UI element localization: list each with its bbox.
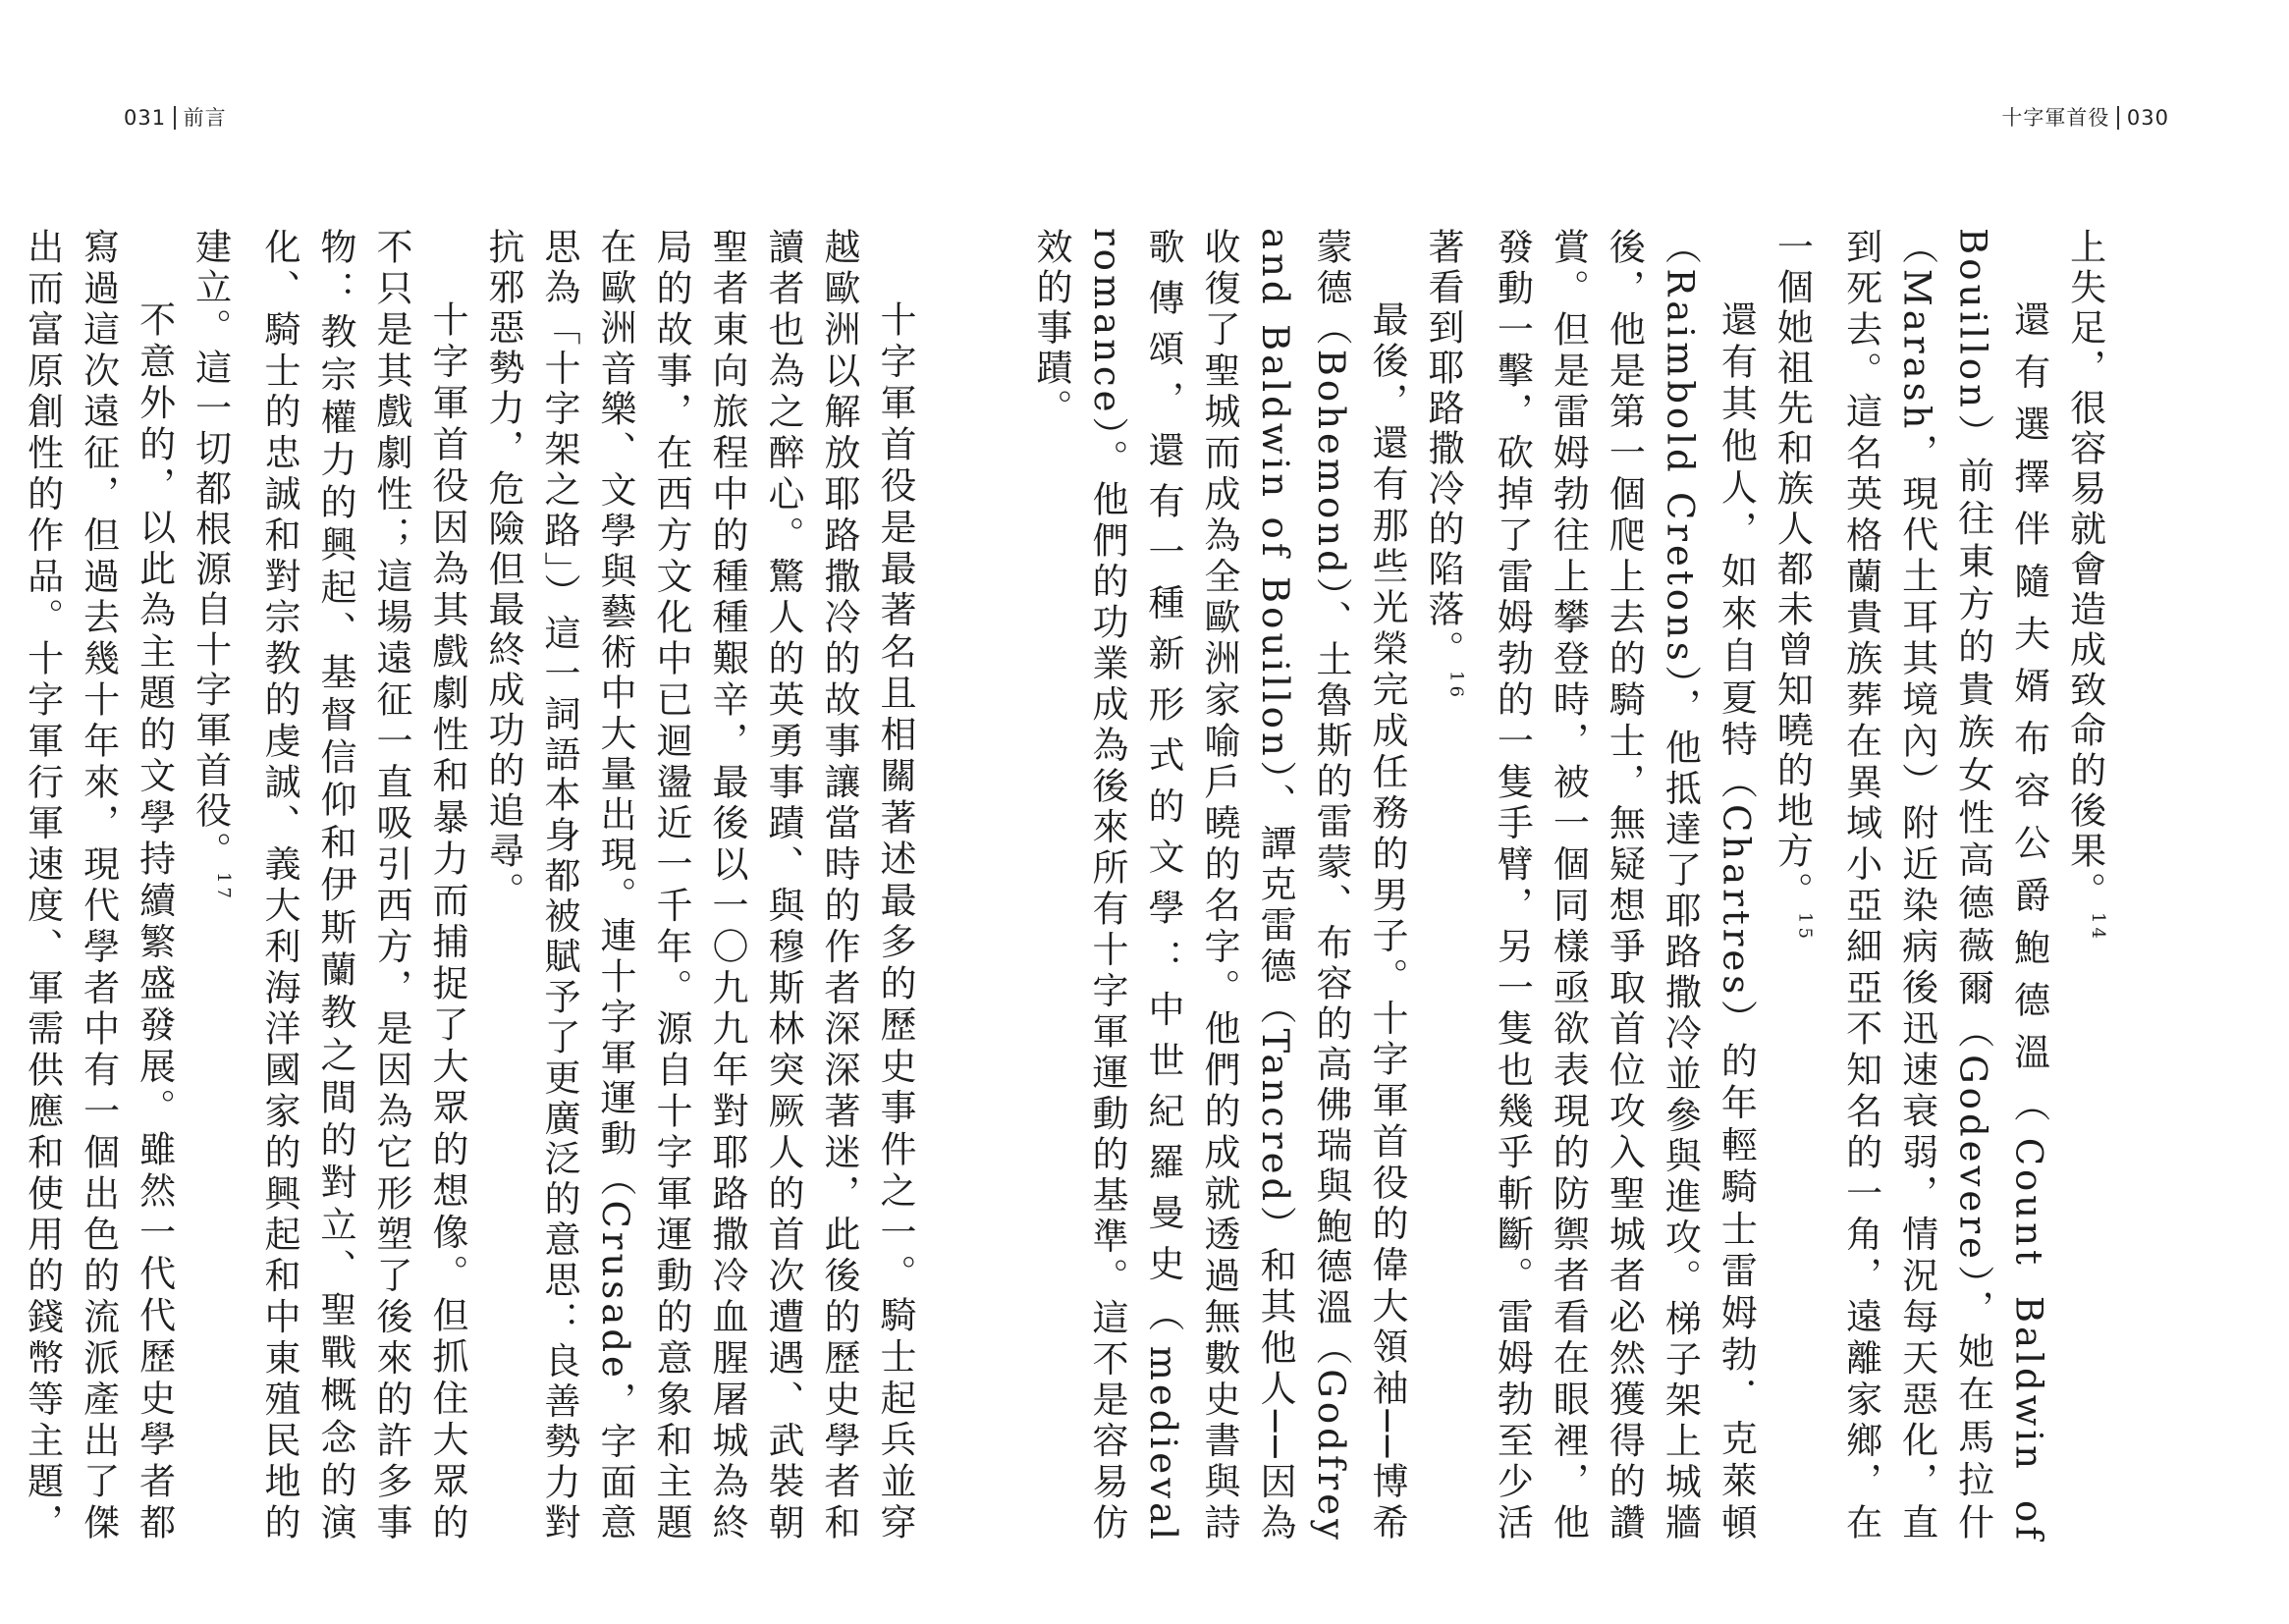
paragraph-text: 還有其他人，如來自夏特（Chartres）的年輕騎士雷姆勃．克萊頓（Raimbold Cretons），他抵達了耶路撒冷並參與進攻。梯子架上城牆後，他是第一個爬上去的騎士，無疑想爭取首位攻入聖城者必然獲得的讚賞。但是雷姆勃往上攀登時，被一個同樣亟欲表現的防禦者看在眼裡，他發動一擊，砍掉了雷姆勃的一隻手臂，另一隻也幾乎斬斷。雷姆勃至少活著看到耶路撒冷的陷落。	[1422, 228, 1758, 1543]
paragraph-text: 十字軍首役因為其戲劇性和暴力而捕捉了大眾的想像。但抓住大眾的不只是其戲劇性；這場遠征一直吸引西方，是因為它形塑了後來的許多事物：教宗權力的興起、基督信仰和伊斯蘭教之間的對立、聖戰概念的演化、騎士的忠誠和對宗教的虔誠、義大利海洋國家的興起和中東殖民地的建立。這一切都根源自十字軍首役。	[189, 228, 468, 1543]
paragraph	[2057, 228, 2126, 1543]
footnote-marker: 16	[1445, 671, 1467, 701]
paragraph	[1415, 228, 1764, 1543]
paragraph-text: 最後，還有那些光榮完成任務的男子。十字軍首役的偉大領袖──博希蒙德（Bohemond）、土魯斯的雷蒙、布容的高佛瑞與鮑德溫（Godfrey and Baldwin of Bouillon）、譚克雷德（Tancred）和其他人──因為收復了聖城而成為全歐洲家喻戶曉的名字。他們的成就透過無數史書與詩歌傳頌，還有一種新形式的文學：中世紀羅曼史（medieval romance）。他們的功業成為後來所有十字軍運動的基準。這不是容易仿效的事蹟。	[1030, 228, 1409, 1543]
paragraph-text: 上失足，很容易就會造成致命的後果。	[2063, 228, 2106, 912]
paragraph-text: 還有選擇伴隨夫婿布容公爵鮑德溫（Count Baldwin of Bouillon）前往東方的貴族女性高德薇爾（Godevere），她在馬拉什（Marash，現代土耳其境內）附近染病後迅速衰弱，情況每天惡化，直到死去。這名英格蘭貴族葬在異域小亞細亞不知名的一角，遠離家鄉，在一個她祖先和族人都未曾知曉的地方。	[1771, 228, 2050, 1543]
footnote-marker: 14	[2088, 912, 2108, 943]
right-page-number: 030	[2126, 106, 2169, 130]
header-divider	[2117, 106, 2119, 130]
header-divider	[174, 106, 176, 130]
left-running-head	[124, 102, 227, 132]
paragraph	[183, 228, 475, 1543]
left-page-body	[21, 228, 923, 1543]
right-running-head	[2001, 102, 2169, 132]
left-page-number: 031	[124, 106, 167, 130]
paragraph	[0, 228, 183, 1543]
footnote-marker: 15	[1794, 912, 1816, 943]
left-section-title: 前言	[183, 106, 227, 130]
paragraph	[1764, 228, 2056, 1543]
paragraph-text: 十字軍首役是最著名且相關著述最多的歷史事件之一。騎士起兵並穿越歐洲以解放耶路撒冷的故事讓當時的作者深深著迷，此後的歷史學者和讀者也為之醉心。驚人的英勇事蹟、與穆斯林突厥人的首次遭遇、武裝朝聖者東向旅程中的種種艱辛，最後以一〇九九年對耶路撒冷血腥屠城為終局的故事，在西方文化中已迴盪近一千年。源自十字軍運動的意象和主題在歐洲音樂、文學與藝術中大量出現。連十字軍運動（Crusade，字面意思為「十字架之路」）這一詞語本身都被賦予了更廣泛的意思：良善勢力對抗邪惡勢力，危險但最終成功的追尋。	[482, 228, 916, 1543]
footnote-marker: 17	[213, 872, 234, 902]
right-page-body	[1030, 228, 2126, 1543]
paragraph	[1023, 228, 1415, 1543]
paragraph	[475, 228, 923, 1543]
right-section-title: 十字軍首役	[2001, 106, 2110, 130]
paragraph-text: 不意外的，以此為主題的文學持續繁盛發展。雖然一代代歷史學者都寫過這次遠征，但過去幾十年來，現代學者中有一個出色的流派產出了傑出而富原創性的作品。十字軍行軍速度、軍需供應和使用的錢幣等主題，	[21, 228, 176, 1543]
